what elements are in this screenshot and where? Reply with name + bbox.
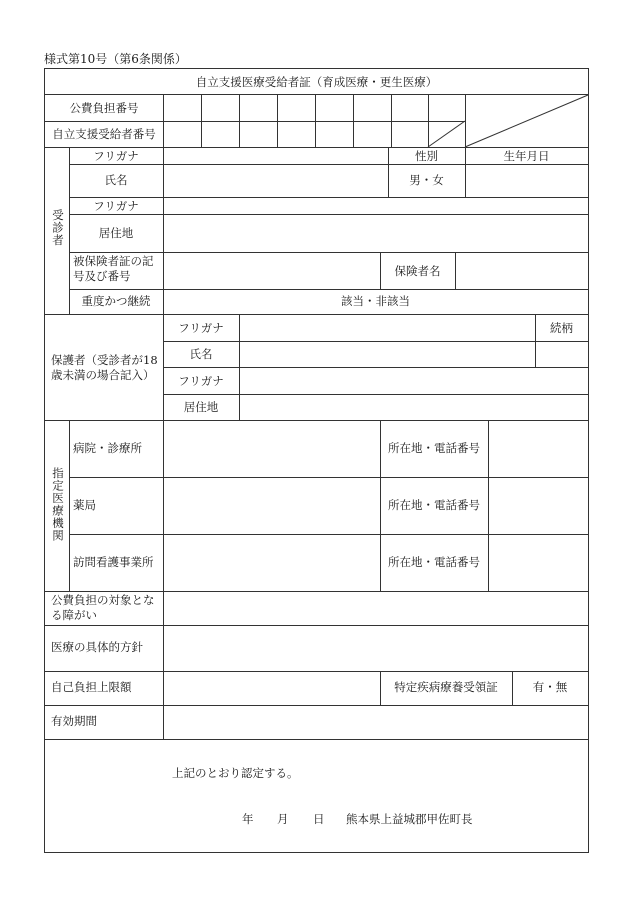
row-divider [69,289,588,290]
severe-continuous-label: 重度かつ継続 [81,294,151,308]
form-title: 自立支援医療受給者証（育成医療・更生医療） [195,75,438,89]
row-divider [45,591,588,592]
certification-text: 上記のとおり認定する。 [172,766,299,780]
column-divider [163,591,164,739]
row-divider [45,94,588,95]
row-divider [69,214,588,215]
disability-label: 公費負担の対象となる障がい [51,593,155,622]
row-divider [45,420,588,421]
guardian-address-label: 居住地 [183,400,219,414]
institutions-section-label: 指定医療機関 [51,467,65,542]
column-divider [391,94,392,147]
row-divider [45,705,588,706]
validity-label: 有効期間 [51,714,97,728]
column-divider [488,420,489,591]
public-payer-number-label: 公費負担番号 [69,101,139,115]
patient-section-label: 受診者 [51,209,65,247]
guardian-furigana2-label: フリガナ [178,374,224,388]
pharmacy-label: 薬局 [73,498,96,512]
patient-name-label: 氏名 [104,173,128,187]
nursing-address-phone-label: 所在地・電話番号 [388,555,480,569]
form-number: 様式第10号（第6条関係） [44,52,187,66]
row-divider [69,534,588,535]
relationship-label: 続柄 [550,321,573,335]
gender-label: 性別 [415,149,438,163]
insurance-card-label: 被保険者証の記号及び番号 [73,254,154,283]
pharmacy-address-phone-label: 所在地・電話番号 [388,498,480,512]
date-year: 年 [242,812,254,826]
row-divider [69,197,588,198]
row-divider [45,314,588,315]
row-divider [163,341,588,342]
guardian-furigana-label: フリガナ [178,321,224,335]
column-divider [163,94,164,147]
nursing-label: 訪問看護事業所 [73,555,154,569]
specific-disease-options: 有・無 [532,680,568,694]
specific-disease-label: 特定疾病療養受領証 [394,680,498,694]
insurer-name-label: 保険者名 [394,264,441,278]
recipient-number-label: 自立支援受給者番号 [52,127,156,141]
row-divider [163,367,588,368]
row-divider [163,394,588,395]
row-divider [45,739,588,740]
row-divider [69,477,588,478]
column-divider [465,94,466,147]
treatment-policy-label: 医療の具体的方針 [51,640,143,654]
column-divider [277,94,278,147]
guardian-section-label: 保護者（受診者が18歳未満の場合記入） [51,353,158,382]
column-divider [69,420,70,591]
patient-furigana-label: フリガナ [93,149,139,163]
row-divider [45,121,465,122]
column-divider [315,94,316,147]
certificate-form [44,68,589,853]
copay-limit-label: 自己負担上限額 [51,680,132,694]
gender-options: 男・女 [409,173,444,187]
row-divider [69,252,588,253]
column-divider [353,94,354,147]
birthdate-label: 生年月日 [503,149,550,163]
patient-address-label: 居住地 [98,226,134,240]
row-divider [45,671,588,672]
patient-furigana2-label: フリガナ [93,199,139,213]
row-divider [69,164,588,165]
date-day: 日 [313,812,325,826]
hospital-label: 病院・診療所 [73,441,142,455]
column-divider [239,314,240,420]
issuer: 熊本県上益城郡甲佐町長 [346,812,473,826]
date-month: 月 [277,812,289,826]
column-divider [163,420,164,591]
severe-continuous-options: 該当・非該当 [341,294,410,308]
column-divider [201,94,202,147]
column-divider [239,94,240,147]
row-divider [45,147,588,148]
column-divider [428,94,429,147]
guardian-name-label: 氏名 [189,347,213,361]
column-divider [163,147,164,314]
hospital-address-phone-label: 所在地・電話番号 [388,441,480,455]
column-divider [455,252,456,289]
row-divider [45,625,588,626]
